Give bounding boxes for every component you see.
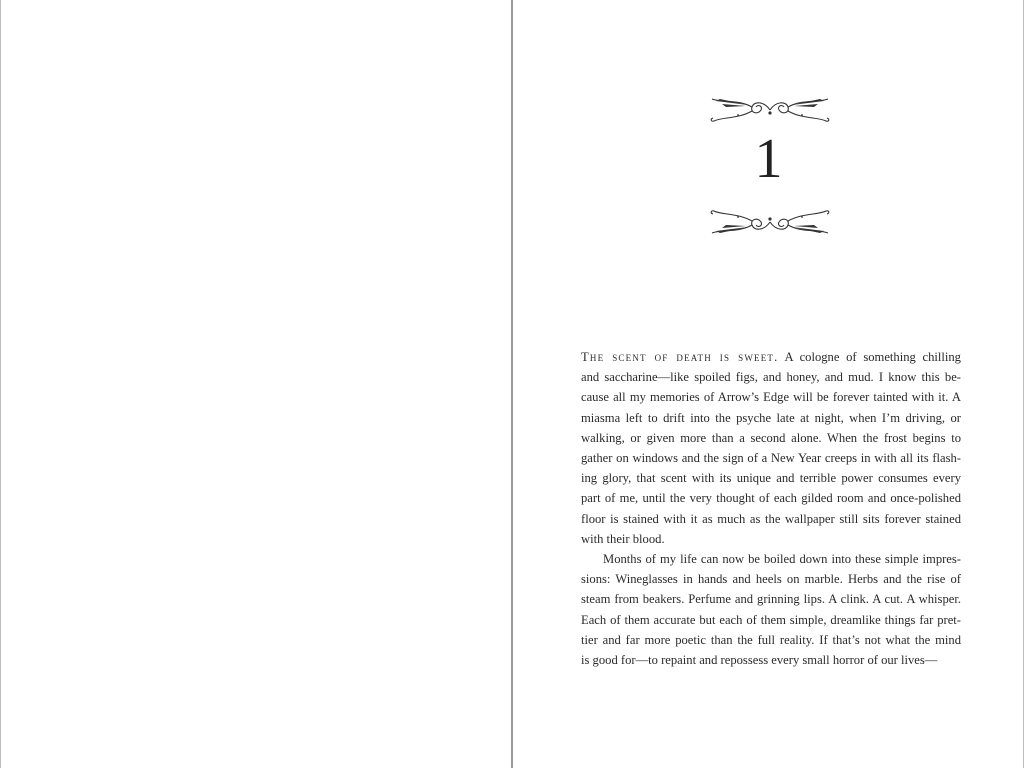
text-line: Each of them accurate but each of them simple, dreamlike things far pret-: [581, 612, 961, 627]
text-line: is good for—to repaint and repossess every small horror of our lives—: [581, 653, 938, 668]
text-line: miasma left to drift into the psyche late at night, when I’m driving, or: [581, 410, 961, 425]
paragraph-2: [581, 549, 961, 670]
text-line: The scent of death is sweet. A cologne of something chilling: [581, 350, 961, 364]
paragraph-1: [581, 347, 961, 549]
text-line: ing glory, that scent with its unique and terrible power consumes every: [581, 471, 961, 486]
flourish-ornament-icon: [708, 207, 832, 237]
text-line: walking, or given more than a second alone. When the frost begins to: [581, 430, 961, 445]
left-page: [0, 0, 511, 768]
flourish-ornament-icon: [708, 95, 832, 125]
text-line: with their blood.: [581, 531, 665, 546]
text-line: steam from beakers. Perfume and grinning lips. A clink. A cut. A whisper.: [581, 592, 961, 607]
chapter-number: 1: [754, 128, 783, 190]
right-page: [513, 0, 1024, 768]
text-line: tier and far more poetic than the full reality. If that’s not what the mind: [581, 632, 961, 647]
text-line: cause all my memories of Arrow’s Edge will be forever tainted with it. A: [581, 390, 961, 405]
text-line: gather on windows and the sign of a New Year creeps in with all its flash-: [581, 451, 961, 466]
text-line: floor is stained with it as much as the wallpaper still sits forever stained: [581, 511, 961, 526]
text-line: sions: Wineglasses in hands and heels on marble. Herbs and the rise of: [581, 572, 961, 587]
opening-smallcaps: The scent of death is sweet.: [581, 350, 779, 364]
text-line: Months of my life can now be boiled down into these simple impres-: [603, 552, 961, 567]
text-line: part of me, until the very thought of each gilded room and once-polished: [581, 491, 961, 506]
chapter-body-text: [581, 347, 961, 670]
text-line: and saccharine—like spoiled figs, and honey, and mud. I know this be-: [581, 370, 961, 385]
